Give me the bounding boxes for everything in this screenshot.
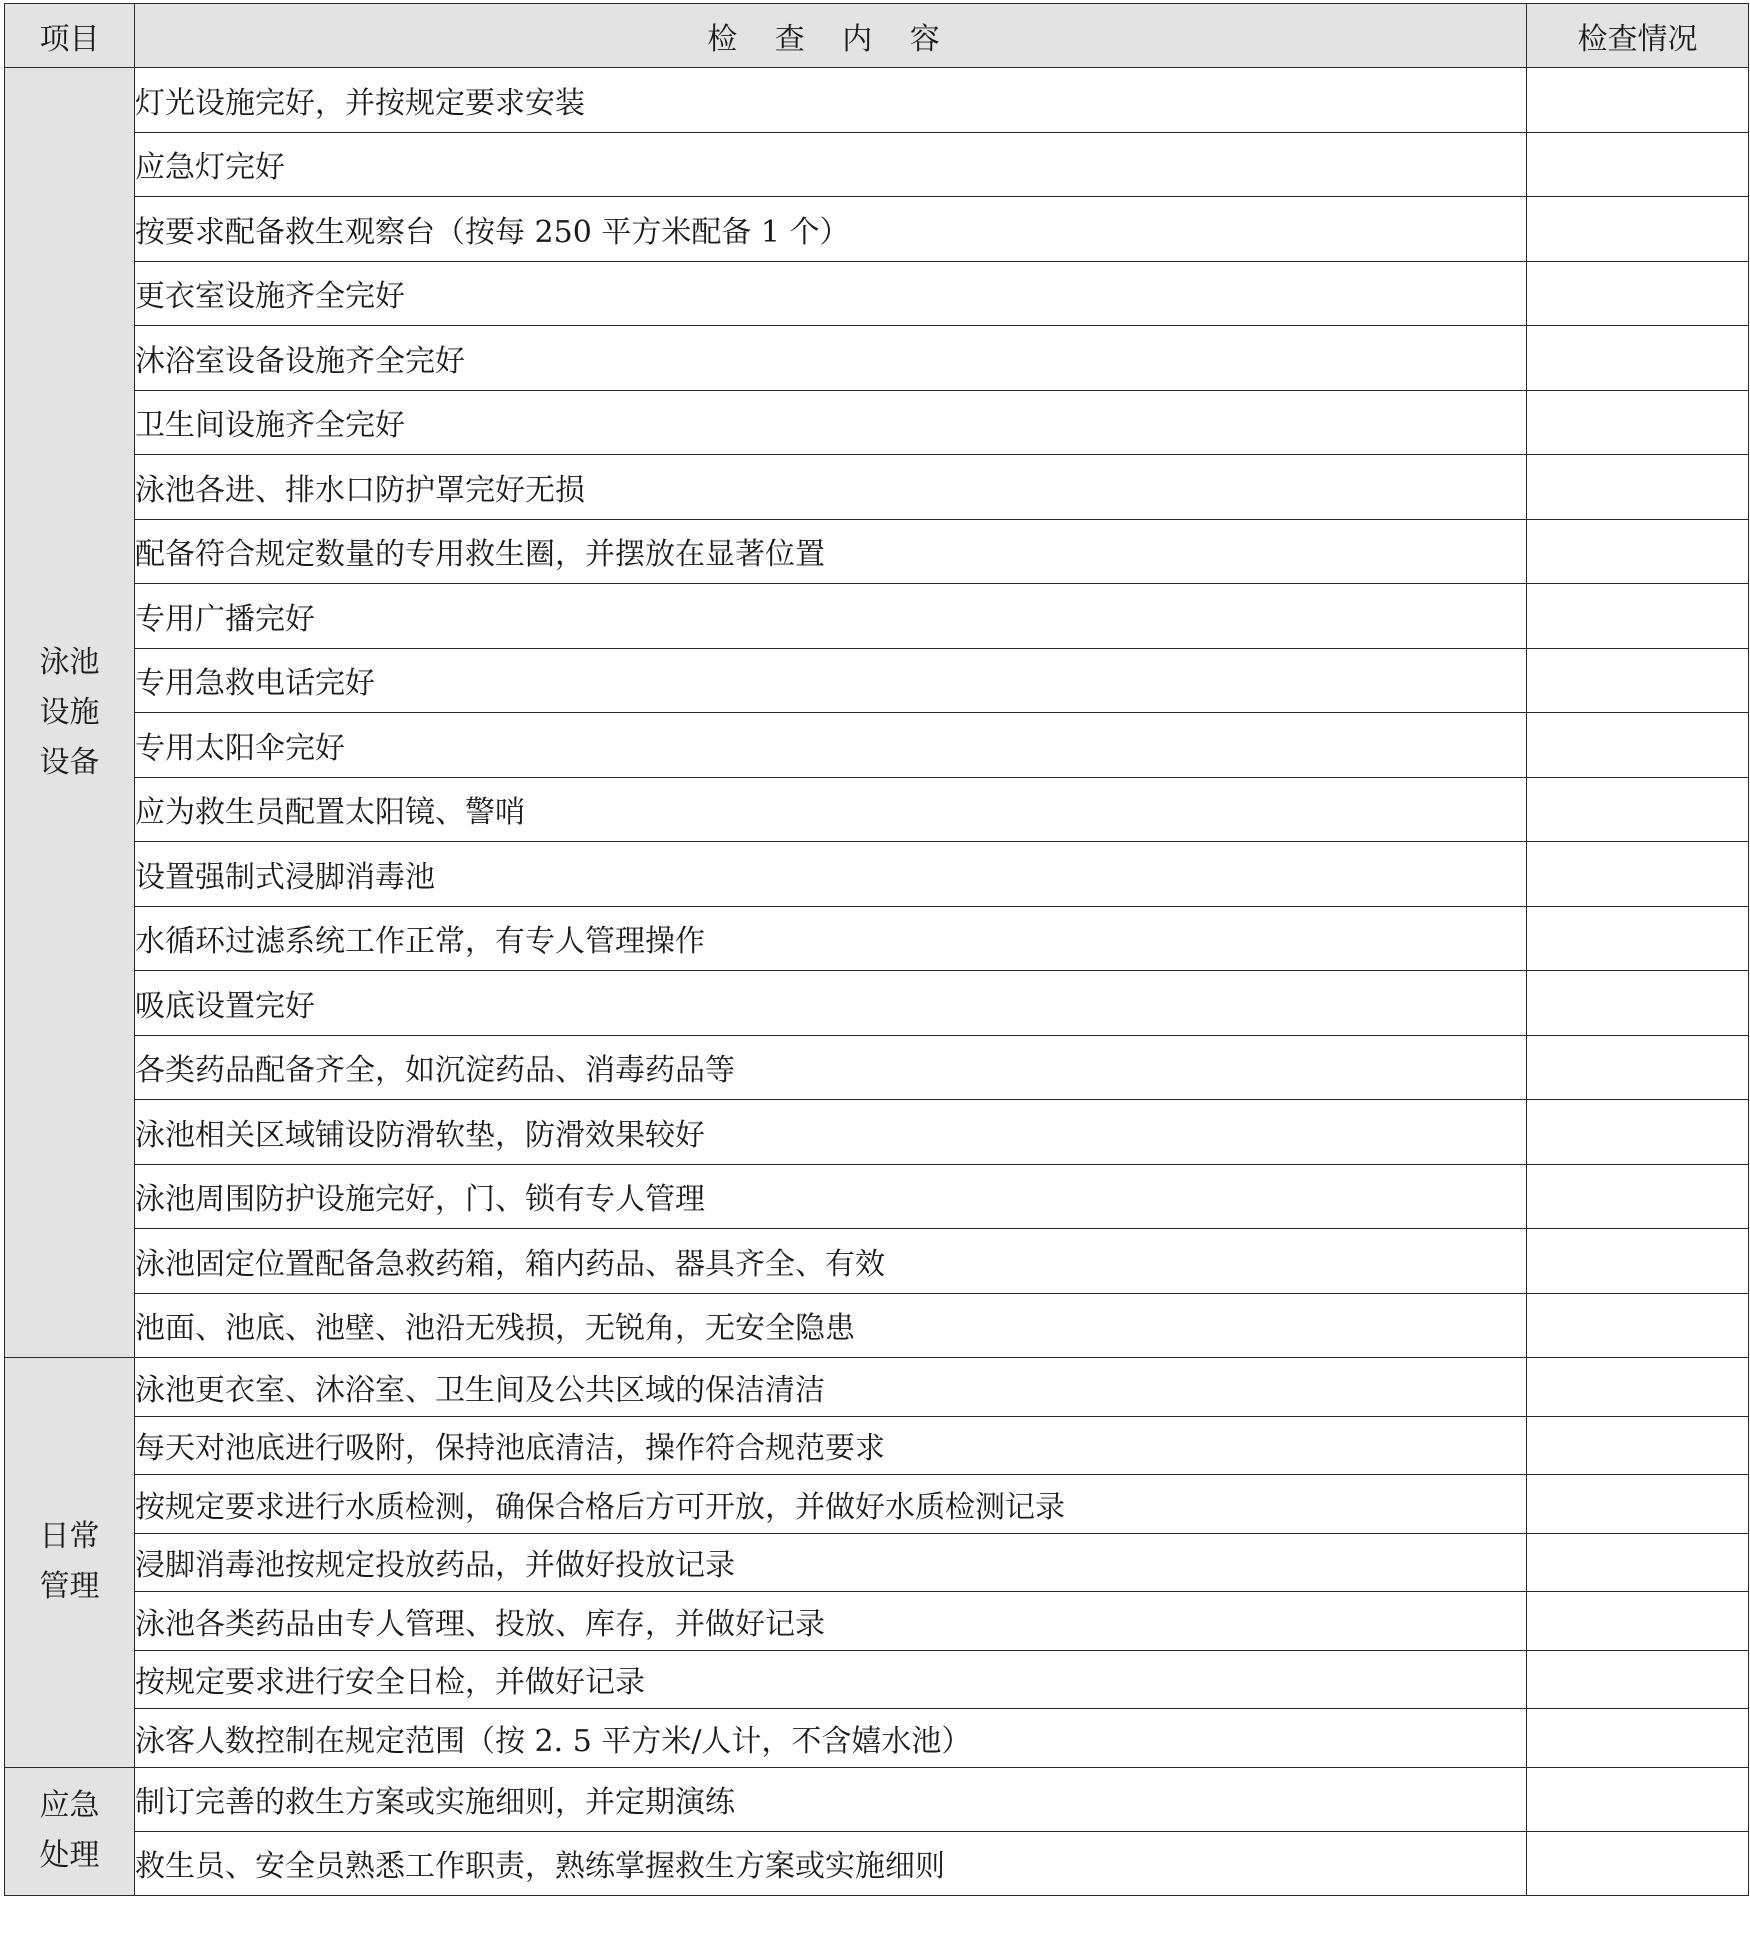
status-cell[interactable] [1527, 1709, 1749, 1768]
check-item: 灯光设施完好，并按规定要求安装 [135, 68, 1527, 133]
table-row [5, 261, 1749, 326]
status-cell[interactable] [1527, 1229, 1749, 1294]
status-cell[interactable] [1527, 261, 1749, 326]
status-cell[interactable] [1527, 1475, 1749, 1534]
check-item: 按规定要求进行安全日检，并做好记录 [135, 1650, 1527, 1709]
status-cell[interactable] [1527, 648, 1749, 713]
check-item: 专用广播完好 [135, 584, 1527, 649]
table-row [5, 326, 1749, 391]
table-row [5, 68, 1749, 133]
category-label-line: 管理 [39, 1569, 100, 1605]
status-cell[interactable] [1527, 906, 1749, 971]
table-row [5, 1592, 1749, 1651]
table-row [5, 1709, 1749, 1768]
status-cell[interactable] [1527, 971, 1749, 1036]
check-item: 沐浴室设备设施齐全完好 [135, 326, 1527, 391]
table-row [5, 1229, 1749, 1294]
check-item: 专用急救电话完好 [135, 648, 1527, 713]
table-row [5, 132, 1749, 197]
table-row [5, 648, 1749, 713]
table-row [5, 1358, 1749, 1417]
category-label-line: 设备 [39, 744, 100, 780]
check-item: 吸底设置完好 [135, 971, 1527, 1036]
check-item: 应为救生员配置太阳镜、警哨 [135, 777, 1527, 842]
checklist-body [5, 68, 1749, 1896]
header-item: 项目 [5, 4, 135, 68]
check-item: 按规定要求进行水质检测，确保合格后方可开放，并做好水质检测记录 [135, 1475, 1527, 1534]
category-label-line: 处理 [39, 1838, 100, 1873]
check-item: 泳池各类药品由专人管理、投放、库存，并做好记录 [135, 1592, 1527, 1651]
table-row [5, 1035, 1749, 1100]
check-item: 救生员、安全员熟悉工作职责，熟练掌握救生方案或实施细则 [135, 1831, 1527, 1895]
status-cell[interactable] [1527, 842, 1749, 907]
check-item: 配备符合规定数量的专用救生圈，并摆放在显著位置 [135, 519, 1527, 584]
check-item: 更衣室设施齐全完好 [135, 261, 1527, 326]
check-item: 卫生间设施齐全完好 [135, 390, 1527, 455]
category-cell [5, 68, 135, 1358]
status-cell[interactable] [1527, 1650, 1749, 1709]
status-cell[interactable] [1527, 713, 1749, 778]
table-row [5, 971, 1749, 1036]
status-cell[interactable] [1527, 1592, 1749, 1651]
status-cell[interactable] [1527, 519, 1749, 584]
check-item: 设置强制式浸脚消毒池 [135, 842, 1527, 907]
status-cell[interactable] [1527, 1358, 1749, 1417]
header-content: 检 查 内 容 [135, 4, 1527, 68]
check-item: 水循环过滤系统工作正常，有专人管理操作 [135, 906, 1527, 971]
status-cell[interactable] [1527, 1035, 1749, 1100]
status-cell[interactable] [1527, 1416, 1749, 1475]
status-cell[interactable] [1527, 1164, 1749, 1229]
table-row [5, 1293, 1749, 1358]
inspection-checklist-table [4, 3, 1749, 1896]
status-cell[interactable] [1527, 455, 1749, 520]
table-row [5, 584, 1749, 649]
header-row [5, 4, 1749, 68]
status-cell[interactable] [1527, 326, 1749, 391]
category-label-line: 日常 [39, 1519, 100, 1555]
check-item: 制订完善的救生方案或实施细则，并定期演练 [135, 1767, 1527, 1831]
check-item: 泳池更衣室、沐浴室、卫生间及公共区域的保洁清洁 [135, 1358, 1527, 1417]
check-item: 每天对池底进行吸附，保持池底清洁，操作符合规范要求 [135, 1416, 1527, 1475]
table-row [5, 1100, 1749, 1165]
check-item: 泳池各进、排水口防护罩完好无损 [135, 455, 1527, 520]
check-item: 泳池周围防护设施完好，门、锁有专人管理 [135, 1164, 1527, 1229]
category-cell [5, 1358, 135, 1768]
check-item: 池面、池底、池壁、池沿无残损，无锐角，无安全隐患 [135, 1293, 1527, 1358]
check-item: 泳池相关区域铺设防滑软垫，防滑效果较好 [135, 1100, 1527, 1165]
table-row [5, 777, 1749, 842]
check-item: 按要求配备救生观察台（按每 250 平方米配备 1 个） [135, 197, 1527, 262]
table-row [5, 1767, 1749, 1831]
status-cell[interactable] [1527, 1100, 1749, 1165]
status-cell[interactable] [1527, 584, 1749, 649]
check-item: 泳池固定位置配备急救药箱，箱内药品、器具齐全、有效 [135, 1229, 1527, 1294]
table-row [5, 1416, 1749, 1475]
status-cell[interactable] [1527, 1831, 1749, 1895]
check-item: 各类药品配备齐全，如沉淀药品、消毒药品等 [135, 1035, 1527, 1100]
check-item: 专用太阳伞完好 [135, 713, 1527, 778]
category-label-line: 设施 [39, 694, 100, 730]
table-row [5, 1533, 1749, 1592]
table-row [5, 1164, 1749, 1229]
table-row [5, 842, 1749, 907]
check-item: 泳客人数控制在规定范围（按 2. 5 平方米/人计，不含嬉水池） [135, 1709, 1527, 1768]
status-cell[interactable] [1527, 390, 1749, 455]
category-cell [5, 1767, 135, 1895]
table-row [5, 906, 1749, 971]
category-label-line: 泳池 [39, 644, 100, 680]
check-item: 应急灯完好 [135, 132, 1527, 197]
status-cell[interactable] [1527, 132, 1749, 197]
table-row [5, 1650, 1749, 1709]
check-item: 浸脚消毒池按规定投放药品，并做好投放记录 [135, 1533, 1527, 1592]
table-row [5, 519, 1749, 584]
table-row [5, 390, 1749, 455]
status-cell[interactable] [1527, 1533, 1749, 1592]
table-row [5, 197, 1749, 262]
status-cell[interactable] [1527, 1767, 1749, 1831]
status-cell[interactable] [1527, 68, 1749, 133]
status-cell[interactable] [1527, 1293, 1749, 1358]
status-cell[interactable] [1527, 777, 1749, 842]
category-label-line: 应急 [39, 1788, 100, 1823]
table-row [5, 455, 1749, 520]
status-cell[interactable] [1527, 197, 1749, 262]
header-status: 检查情况 [1527, 4, 1749, 68]
table-row [5, 1831, 1749, 1895]
table-row [5, 713, 1749, 778]
table-row [5, 1475, 1749, 1534]
